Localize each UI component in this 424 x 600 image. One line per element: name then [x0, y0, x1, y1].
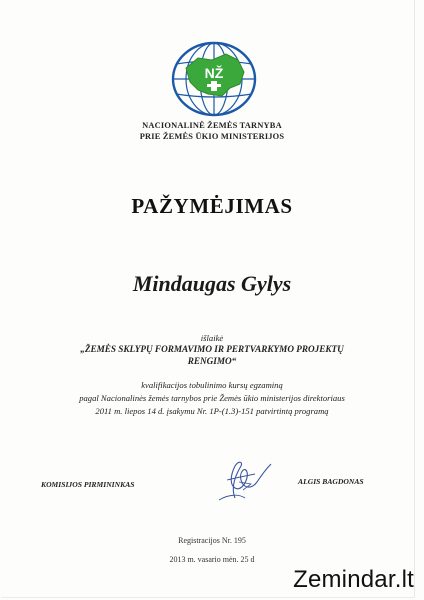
globe-logo-icon	[168, 38, 260, 118]
site-watermark: Zemindar.lt	[293, 566, 414, 593]
registration-date: 2013 m. vasario mėn. 25 d	[169, 555, 255, 564]
recipient-name: Mindaugas Gylys	[132, 271, 292, 296]
registration-number: Registracijos Nr. 195	[178, 536, 246, 545]
signature-icon	[205, 458, 273, 502]
basis-text-line1: pagal Nacionalinės žemės tarnybos prie Žemės ūkio ministerijos direktoriaus	[79, 393, 345, 403]
course-title-line2: RENGIMO“	[187, 356, 237, 366]
certificate-title: PAŽYMĖJIMAS	[131, 194, 293, 218]
basis-text-line2: 2011 m. liepos 14 d. įsakymu Nr. 1P-(1.3)-151 patvirtintą programą	[95, 406, 329, 416]
organization-name: NACIONALINĖ ŽEMĖS TARNYBA	[142, 121, 282, 130]
commission-chair-label: KOMISIJOS PIRMININKAS	[41, 480, 135, 489]
exam-text: kvalifikacijos tobulinimo kursų egzaminą	[141, 380, 283, 390]
signatory-name: ALGIS BAGDONAS	[298, 477, 364, 486]
logo-text: NŽ	[204, 65, 224, 81]
holds-text: išlaikė	[200, 333, 224, 343]
course-title-line1: „ŽEMĖS SKLYPŲ FORMAVIMO IR PERTVARKYMO PROJEKTŲ	[80, 344, 344, 354]
organization-subtitle: PRIE ŽEMĖS ŪKIO MINISTERIJOS	[139, 132, 285, 141]
